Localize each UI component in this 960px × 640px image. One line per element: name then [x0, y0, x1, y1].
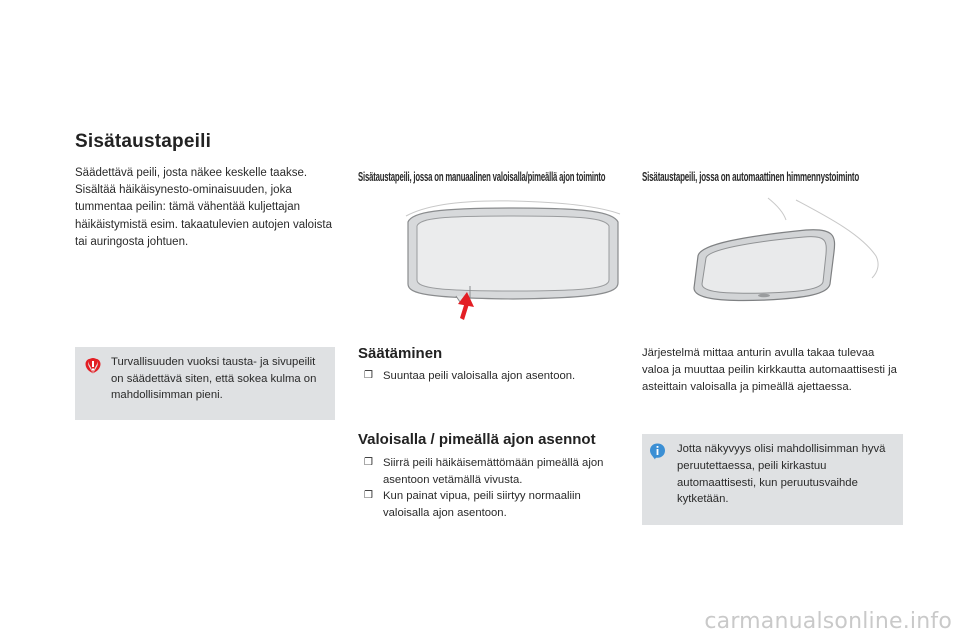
- warning-icon: [84, 357, 102, 375]
- adjust-title: Säätäminen: [358, 345, 443, 362]
- list-item: ❒ Suuntaa peili valoisalla ajon asentoon.: [362, 368, 622, 385]
- daynight-title: Valoisalla / pimeällä ajon asennot: [358, 431, 596, 448]
- list-item: ❒ Siirrä peili häikäisemättömään pimeällä ajon asentoon vetämällä vivusta.: [364, 457, 604, 486]
- info-text: Jotta näkyvyys olisi mahdollisimman hyvä peruutettaessa, peili kirkastuu automaattisesti, kun peruutusvaihde kytketään.: [677, 443, 886, 506]
- manual-mirror-illustration: [398, 198, 628, 323]
- watermark: carmanualsonline.info: [704, 609, 952, 634]
- info-icon: [649, 443, 666, 460]
- info-box: [642, 434, 903, 525]
- auto-mirror-heading: Sisätaustapeili, jossa on automaattinen himmennystoiminto: [642, 170, 860, 184]
- adjust-list: [362, 368, 622, 385]
- bullet-icon: ❒: [364, 370, 373, 381]
- bullet-icon: ❒: [364, 490, 373, 501]
- warning-text: Turvallisuuden vuoksi tausta- ja sivupeilit on säädettävä siten, että sokea kulma on mahdollisimman pieni.: [111, 356, 317, 401]
- daynight-list: [362, 455, 622, 521]
- intro-paragraph: Säädettävä peili, josta näkee keskelle taakse. Sisältää häikäisynesto-ominaisuuden, joka tummentaa peilin: tämä vähentää kuljettajan häikäistymistä esim. takaatulevien autojen valoista tai auringosta johtuen.: [75, 167, 332, 248]
- warning-box: [75, 347, 335, 420]
- bullet-icon: ❒: [364, 457, 373, 468]
- auto-mirror-description: Järjestelmä mittaa anturin avulla takaa tulevaa valoa ja muuttaa peilin kirkkautta automaattisesti ja asteittain valoisalla ja pimeällä ajettaessa.: [642, 347, 897, 393]
- auto-mirror-illustration: [686, 196, 882, 308]
- list-item: ❒ Kun painat vipua, peili siirtyy normaaliin valoisalla ajon asentoon.: [364, 490, 581, 519]
- manual-mirror-heading: Sisätaustapeili, jossa on manuaalinen valoisalla/pimeällä ajon toiminto: [358, 170, 606, 184]
- page-title: Sisätaustapeili: [75, 131, 212, 152]
